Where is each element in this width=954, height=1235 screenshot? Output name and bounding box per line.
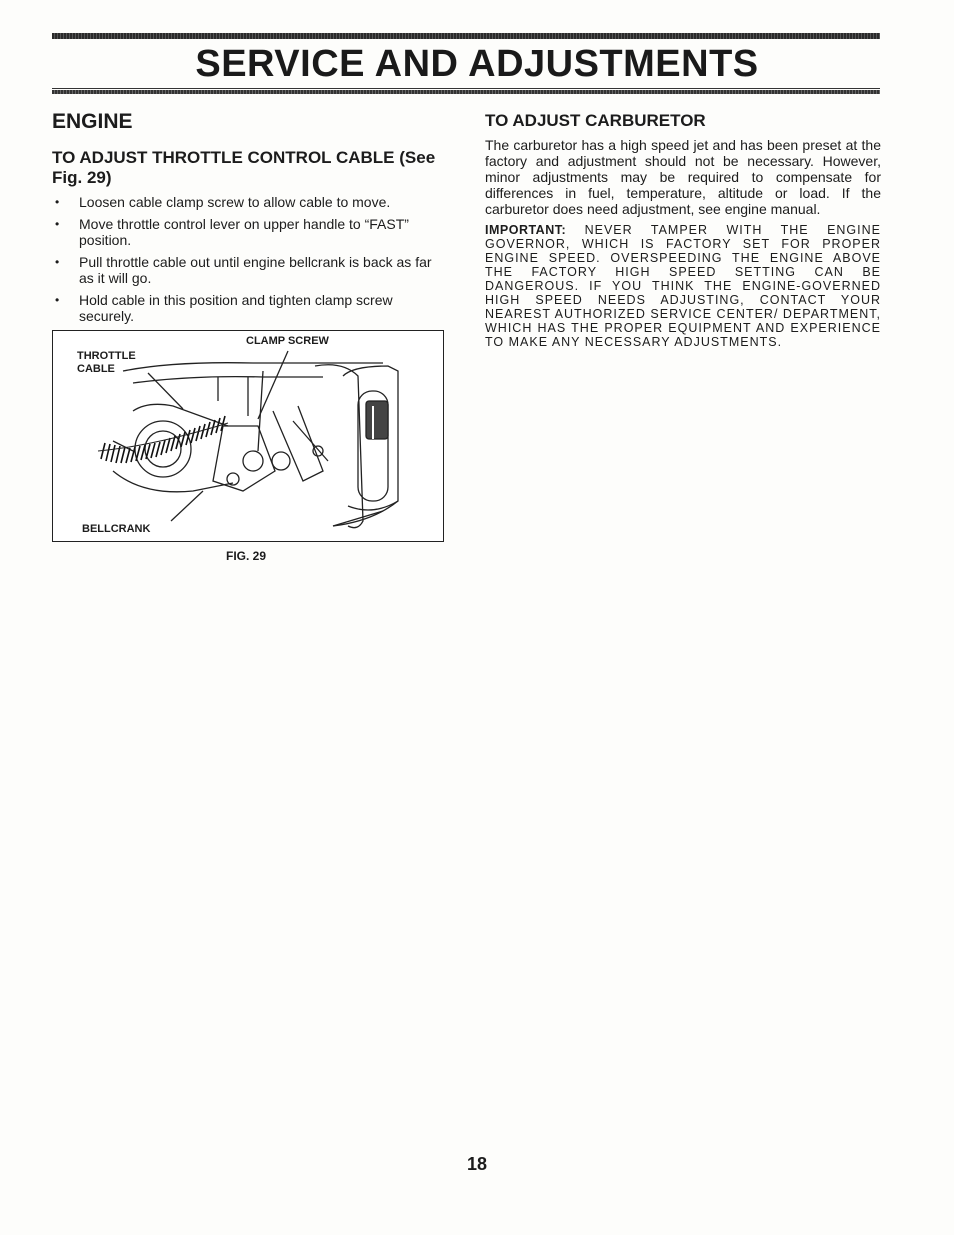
bullet-icon: • — [55, 217, 60, 231]
left-column — [52, 108, 444, 563]
label-cable: CABLE — [77, 363, 115, 375]
throttle-steps-list — [52, 194, 444, 324]
right-column — [485, 108, 881, 349]
list-item — [52, 216, 444, 248]
header-rule-bottom — [52, 90, 880, 94]
important-text: NEVER TAMPER WITH THE ENGINE GOVERNOR, WHICH IS FACTORY SET FOR PROPER ENGINE SPEED. OVERSPEEDING THE ENGINE ABOVE THE FACTORY HIGH SPEED SETTING CAN BE DANGEROUS. IF YOU THINK THE ENGINE-GOVERNED HIGH SPEED NEEDS ADJUSTING, CONTACT YOUR NEAREST AUTHORIZED SERVICE CENTER/ DEPARTMENT, WHICH HAS THE PROPER EQUIPMENT AND EXPERIENCE TO MAKE ANY NECESSARY ADJUSTMENTS. — [485, 223, 881, 349]
subsection-title-throttle: TO ADJUST THROTTLE CONTROL CABLE (See Fig. 29) — [52, 148, 436, 187]
list-item — [52, 292, 444, 324]
figure-caption: FIG. 29 — [226, 549, 267, 563]
step-text: Pull throttle cable out until engine bellcrank is back as far as it will go. — [79, 254, 432, 286]
list-item — [52, 254, 444, 286]
bullet-icon: • — [55, 255, 60, 269]
label-bellcrank: BELLCRANK — [82, 523, 151, 535]
carburetor-body-text: The carburetor has a high speed jet and has been preset at the factory and adjustment should not be necessary. However, minor adjustments may be required to compensate for differences in fuel, temperature, altitude or load. If the carburetor does need adjustment, see engine manual. — [485, 137, 881, 217]
step-text: Loosen cable clamp screw to allow cable to move. — [79, 194, 391, 210]
step-text: Move throttle control lever on upper handle to “FAST” position. — [79, 216, 409, 248]
label-clamp-screw: CLAMP SCREW — [246, 335, 329, 347]
bullet-icon: • — [55, 293, 60, 307]
important-notice — [485, 223, 881, 349]
figure-29 — [52, 330, 444, 542]
important-label: IMPORTANT: — [485, 223, 567, 237]
subsection-title-carburetor: TO ADJUST CARBURETOR — [485, 111, 706, 130]
header-rule-top — [52, 33, 880, 39]
page-title: SERVICE AND ADJUSTMENTS — [195, 43, 759, 85]
label-throttle: THROTTLE — [77, 350, 136, 362]
section-title-engine: ENGINE — [52, 110, 133, 133]
page-number: 18 — [466, 1154, 488, 1174]
header-rule-thin — [52, 88, 880, 89]
bullet-icon: • — [55, 195, 60, 209]
step-text: Hold cable in this position and tighten clamp screw securely. — [79, 292, 393, 324]
list-item — [52, 194, 444, 210]
